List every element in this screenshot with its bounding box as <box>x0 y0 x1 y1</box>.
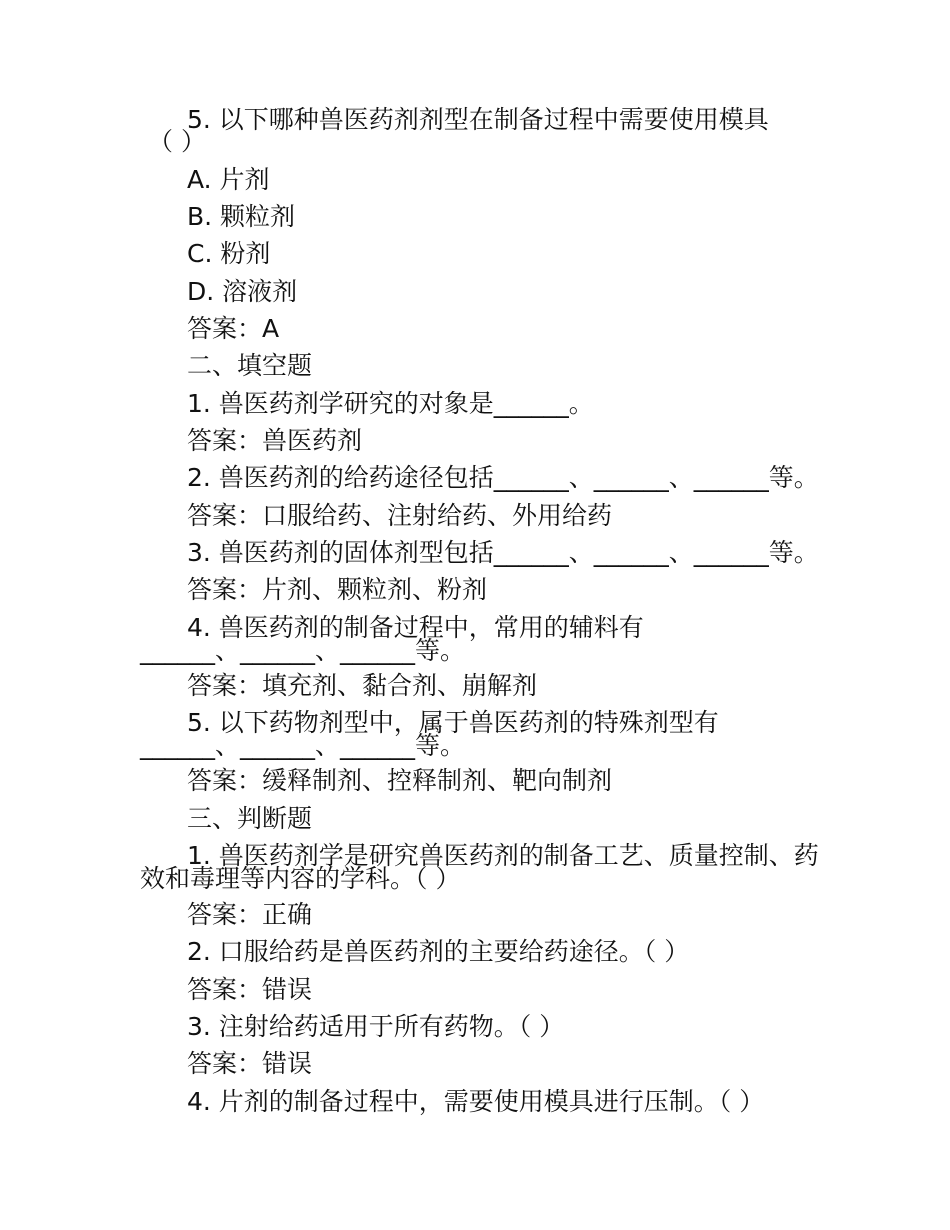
fill-q5-line1: 5. 以下药物剂型中，属于兽医药剂的特殊剂型有 <box>187 708 719 737</box>
fill-q4-line1: 4. 兽医药剂的制备过程中，常用的辅料有 <box>187 613 644 642</box>
judge-heading: 三、判断题 <box>187 804 313 833</box>
judge-q1-line1: 1. 兽医药剂学是研究兽医药剂的制备工艺、质量控制、药 <box>187 841 819 870</box>
choice-q5-line2: （ ） <box>148 127 206 156</box>
fill-q5-line2: ______、______、______等。 <box>140 731 466 760</box>
judge-q3-answer: 答案：错误 <box>187 1049 313 1078</box>
judge-q3: 3. 注射给药适用于所有药物。（ ） <box>187 1012 565 1041</box>
choice-q5-option-b: B. 颗粒剂 <box>187 202 296 231</box>
choice-q5-answer: 答案：A <box>187 314 280 343</box>
fill-q4-answer: 答案：填充剂、黏合剂、崩解剂 <box>187 671 538 700</box>
judge-q1-answer: 答案：正确 <box>187 900 313 929</box>
judge-q2-answer: 答案：错误 <box>187 975 313 1004</box>
choice-q5-option-c: C. 粉剂 <box>187 239 271 268</box>
choice-q5-option-a: A. 片剂 <box>187 165 270 194</box>
fill-q3: 3. 兽医药剂的固体剂型包括______、______、______等。 <box>187 538 819 567</box>
judge-q1-line2: 效和毒理等内容的学科。（ ） <box>140 864 461 893</box>
judge-q4: 4. 片剂的制备过程中，需要使用模具进行压制。（ ） <box>187 1087 765 1116</box>
choice-q5-line1: 5. 以下哪种兽医药剂剂型在制备过程中需要使用模具 <box>187 105 769 134</box>
choice-q5-option-d: D. 溶液剂 <box>187 277 298 306</box>
judge-q2: 2. 口服给药是兽医药剂的主要给药途径。（ ） <box>187 937 690 966</box>
fill-q2: 2. 兽医药剂的给药途径包括______、______、______等。 <box>187 463 819 492</box>
fill-q1-answer: 答案：兽医药剂 <box>187 426 363 455</box>
fill-q4-line2: ______、______、______等。 <box>140 636 466 665</box>
fill-q5-answer: 答案：缓释制剂、控释制剂、靶向制剂 <box>187 766 613 795</box>
fill-q2-answer: 答案：口服给药、注射给药、外用给药 <box>187 501 613 530</box>
fill-q3-answer: 答案：片剂、颗粒剂、粉剂 <box>187 575 488 604</box>
fill-heading: 二、填空题 <box>187 351 313 380</box>
fill-q1: 1. 兽医药剂学研究的对象是______。 <box>187 389 594 418</box>
